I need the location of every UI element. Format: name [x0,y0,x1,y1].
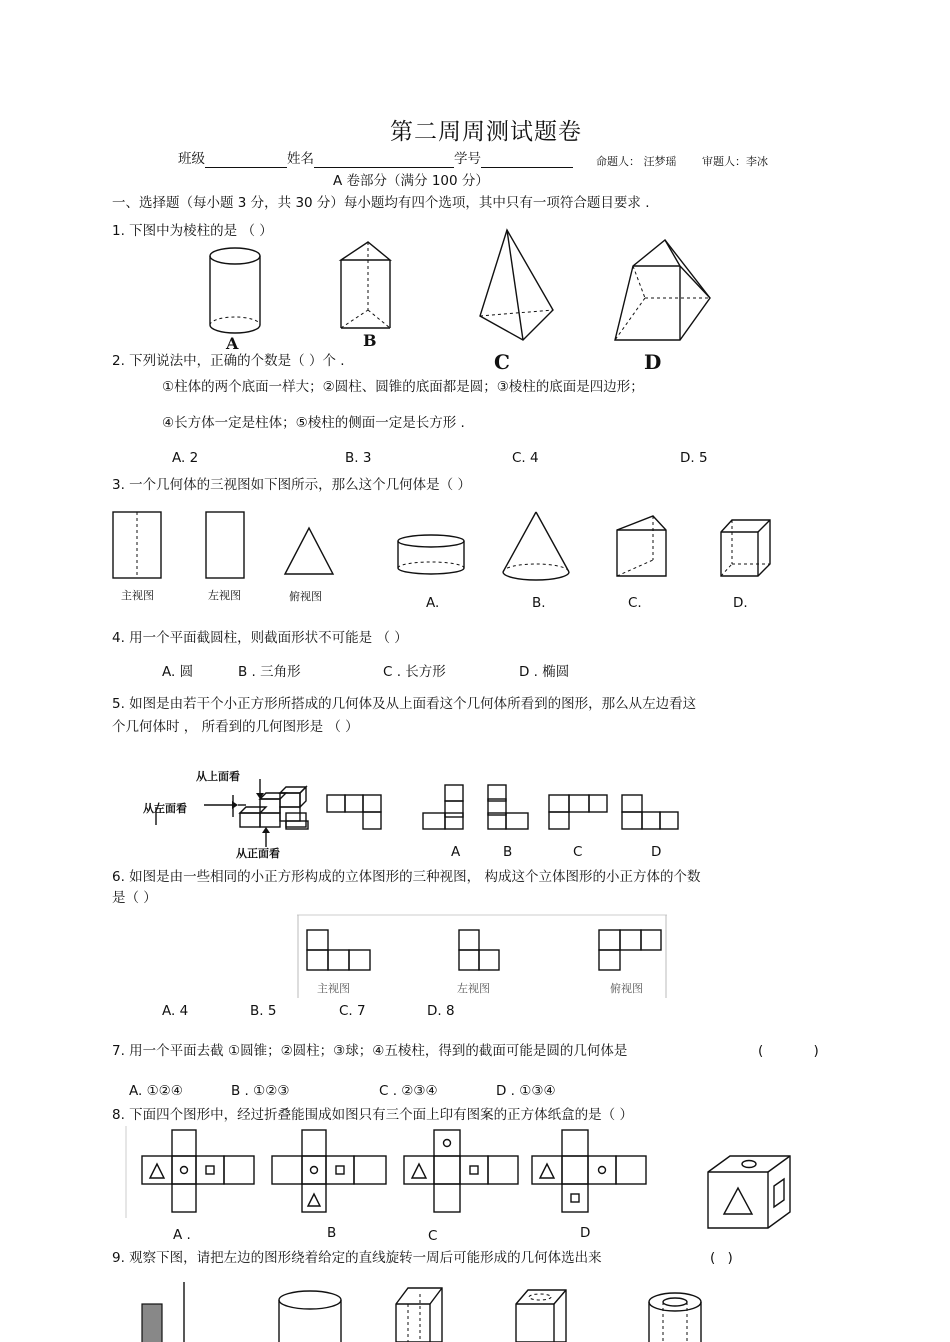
q1-label-a: A [226,334,239,353]
q6-view-left: 左视图 [457,982,490,995]
q1-text: 1. 下图中为棱柱的是 （ ） [112,223,273,239]
q3-view-front: 主视图 [121,589,154,602]
q9-text: 9. 观察下图，请把左边的图形绕着给定的直线旋转一周后可能形成的几何体选出来 [112,1250,602,1266]
q7-option-b[interactable]: B . ①②③ [231,1083,290,1099]
q3-option-a[interactable]: A. [426,595,440,611]
q7-option-c[interactable]: C . ②③④ [379,1083,438,1099]
q5-label-d[interactable]: D [651,844,662,860]
q4-option-a[interactable]: A. 圆 [162,664,194,680]
q5-front-view-label: 从正面看 [236,847,280,860]
q5-label-a[interactable]: A [451,844,461,860]
q8-nets [120,1126,800,1226]
q6-view-top: 俯视图 [610,982,643,995]
q1-frustum-d [615,240,710,340]
q8-label-b[interactable]: B [327,1225,337,1241]
q2-option-a[interactable]: A. 2 [172,450,199,466]
q7-option-d[interactable]: D . ①③④ [496,1083,556,1099]
q1-label-c: C [494,350,510,374]
q7-text: 7. 用一个平面去截 ①圆锥；②圆柱；③球；④五棱柱，得到的截面可能是圆的几何体是 [112,1043,628,1059]
q1-cylinder-a [210,248,260,333]
q3-option-d[interactable]: D. [733,595,748,611]
q4-option-c[interactable]: C . 长方形 [383,664,446,680]
q6-line1: 6. 如图是由一些相同的小正方形构成的立体图形的三种视图， 构成这个立体图形的小正方体的个数 [112,869,701,885]
q8-text: 8. 下面四个图形中，经过折叠能围成如图只有三个面上印有图案的正方体纸盒的是（ ） [112,1107,633,1123]
author: 命题人： 汪梦瑶 [596,155,677,168]
q2-option-c[interactable]: C. 4 [512,450,539,466]
class-blank[interactable] [205,153,287,168]
q1-prism-b [341,242,390,328]
q5-line1: 5. 如图是由若干个小正方形所搭成的几何体及从上面看这个几何体所看到的图形，那么从左边看这 [112,696,697,712]
id-blank[interactable] [481,153,573,168]
section-heading: A 卷部分（满分 100 分） [333,173,489,189]
q6-option-c[interactable]: C. 7 [339,1003,366,1019]
q4-option-d[interactable]: D . 椭圆 [519,664,570,680]
id-label: 学号 [454,151,481,167]
reviewer: 审题人：李冰 [702,155,768,168]
q3-option-c[interactable]: C. [628,595,642,611]
q5-label-c[interactable]: C [573,844,583,860]
q7-option-a[interactable]: A. ①②④ [129,1083,183,1099]
q5-left-view-label: 从左面看 [143,802,187,815]
q3-view-left: 左视图 [208,589,241,602]
q6-line2: 是（ ） [112,890,157,906]
q2-option-b[interactable]: B. 3 [345,450,372,466]
q6-option-d[interactable]: D. 8 [427,1003,455,1019]
q3-option-b[interactable]: B. [532,595,546,611]
q1-pyramid-c [480,230,553,340]
q6-option-b[interactable]: B. 5 [250,1003,277,1019]
q8-label-a[interactable]: A . [173,1227,191,1243]
q2-line2: ④长方体一定是柱体；⑤棱柱的侧面一定是长方形 . [162,415,465,431]
q6-option-a[interactable]: A. 4 [162,1003,189,1019]
q8-label-c[interactable]: C [428,1228,438,1244]
q9-figures [138,1278,698,1342]
name-blank[interactable] [314,153,454,168]
part-heading: 一、选择题（每小题 3 分，共 30 分）每小题均有四个选项，其中只有一项符合题目要求 . [112,195,650,211]
q5-label-b[interactable]: B [503,844,513,860]
class-label: 班级 [178,151,205,167]
q2-option-d[interactable]: D. 5 [680,450,708,466]
q4-option-b[interactable]: B . 三角形 [238,664,301,680]
q1-label-b: B [363,331,377,350]
q3-text: 3. 一个几何体的三视图如下图所示，那么这个几何体是（ ） [112,477,471,493]
student-info-line [178,150,573,168]
q8-label-d[interactable]: D [580,1225,591,1241]
q6-view-front: 主视图 [317,982,350,995]
q2-line1: ①柱体的两个底面一样大；②圆柱、圆锥的底面都是圆；③棱柱的底面是四边形； [162,379,644,395]
q3-view-top: 俯视图 [289,590,322,603]
q2-text: 2. 下列说法中，正确的个数是（ ）个 . [112,353,345,369]
name-label: 姓名 [287,151,314,167]
q7-paren: ( ) [758,1043,819,1059]
q1-label-d: D [644,350,662,374]
page-title: 第二周周测试题卷 [390,119,582,145]
q4-text: 4. 用一个平面截圆柱，则截面形状不可能是 （ ） [112,630,408,646]
q5-cube-stack [233,787,308,829]
q5-line2: 个几何体时 ， 所看到的几何图形是 （ ） [112,719,359,735]
q3-figures [110,508,790,588]
q9-paren: ( ) [710,1250,733,1266]
q5-top-view-label: 从上面看 [196,770,240,783]
